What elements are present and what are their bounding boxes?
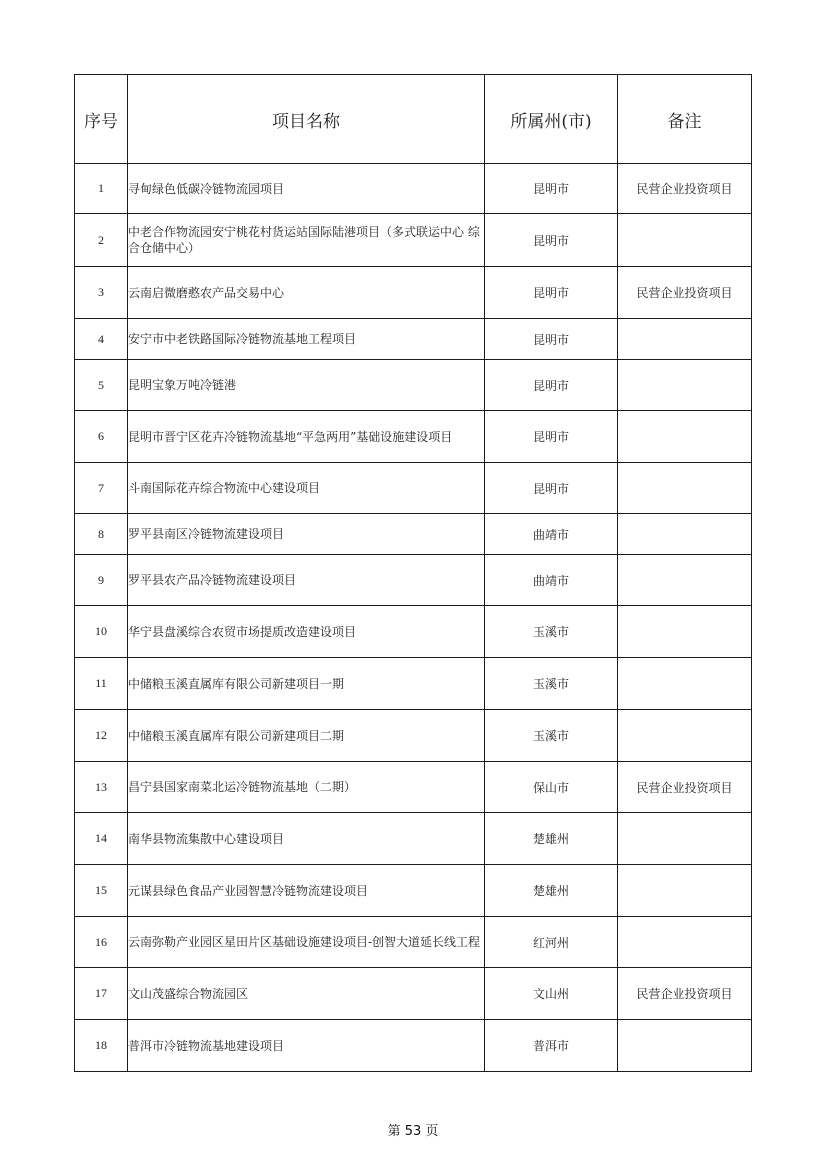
table-row <box>75 917 752 968</box>
project-name-cell: 元谋县绿色食品产业园智慧冷链物流建设项目 <box>128 865 485 917</box>
table-row <box>75 267 752 319</box>
row-number-cell: 2 <box>75 214 128 267</box>
note-cell <box>618 813 752 865</box>
row-number-cell: 15 <box>75 865 128 917</box>
note-cell <box>618 514 752 555</box>
project-name-cell: 昆明宝象万吨冷链港 <box>128 360 485 411</box>
project-table <box>74 74 752 1072</box>
table-row <box>75 555 752 606</box>
note-cell <box>618 411 752 463</box>
project-name-cell: 中老合作物流园安宁桃花村货运站国际陆港项目（多式联运中心 综合仓储中心） <box>128 214 485 267</box>
header-city: 所属州(市) <box>485 75 618 164</box>
table-row <box>75 411 752 463</box>
city-cell: 昆明市 <box>485 463 618 514</box>
row-number-cell: 4 <box>75 319 128 360</box>
city-cell: 楚雄州 <box>485 813 618 865</box>
row-number-cell: 3 <box>75 267 128 319</box>
city-cell: 红河州 <box>485 917 618 968</box>
note-cell <box>618 1020 752 1072</box>
row-number-cell: 14 <box>75 813 128 865</box>
row-number-cell: 6 <box>75 411 128 463</box>
project-name-cell: 寻甸绿色低碳冷链物流园项目 <box>128 164 485 214</box>
note-cell: 民营企业投资项目 <box>618 968 752 1020</box>
row-number-cell: 18 <box>75 1020 128 1072</box>
project-name-cell: 罗平县南区冷链物流建设项目 <box>128 514 485 555</box>
table-row <box>75 658 752 710</box>
row-number-cell: 16 <box>75 917 128 968</box>
project-name-cell: 南华县物流集散中心建设项目 <box>128 813 485 865</box>
city-cell: 昆明市 <box>485 214 618 267</box>
note-cell: 民营企业投资项目 <box>618 762 752 813</box>
header-note: 备注 <box>618 75 752 164</box>
city-cell: 普洱市 <box>485 1020 618 1072</box>
row-number-cell: 1 <box>75 164 128 214</box>
row-number-cell: 13 <box>75 762 128 813</box>
city-cell: 昆明市 <box>485 319 618 360</box>
table-row <box>75 813 752 865</box>
city-cell: 玉溪市 <box>485 710 618 762</box>
table-row <box>75 514 752 555</box>
note-cell: 民营企业投资项目 <box>618 267 752 319</box>
row-number-cell: 12 <box>75 710 128 762</box>
table-row <box>75 968 752 1020</box>
city-cell: 玉溪市 <box>485 606 618 658</box>
project-name-cell: 普洱市冷链物流基地建设项目 <box>128 1020 485 1072</box>
city-cell: 昆明市 <box>485 164 618 214</box>
table-body <box>75 164 752 1072</box>
table-row <box>75 762 752 813</box>
city-cell: 玉溪市 <box>485 658 618 710</box>
note-cell <box>618 606 752 658</box>
table-row <box>75 710 752 762</box>
row-number-cell: 11 <box>75 658 128 710</box>
city-cell: 文山州 <box>485 968 618 1020</box>
row-number-cell: 5 <box>75 360 128 411</box>
city-cell: 昆明市 <box>485 267 618 319</box>
row-number-cell: 9 <box>75 555 128 606</box>
project-name-cell: 云南弥勒产业园区星田片区基础设施建设项目-创智大道延长线工程 <box>128 917 485 968</box>
project-name-cell: 中储粮玉溪直属库有限公司新建项目一期 <box>128 658 485 710</box>
project-name-cell: 安宁市中老铁路国际冷链物流基地工程项目 <box>128 319 485 360</box>
project-name-cell: 文山茂盛综合物流园区 <box>128 968 485 1020</box>
note-cell <box>618 214 752 267</box>
project-name-cell: 昌宁县国家南菜北运冷链物流基地（二期） <box>128 762 485 813</box>
header-project-name: 项目名称 <box>128 75 485 164</box>
city-cell: 楚雄州 <box>485 865 618 917</box>
table-row <box>75 463 752 514</box>
project-name-cell: 斗南国际花卉综合物流中心建设项目 <box>128 463 485 514</box>
table-row <box>75 360 752 411</box>
city-cell: 曲靖市 <box>485 555 618 606</box>
note-cell: 民营企业投资项目 <box>618 164 752 214</box>
city-cell: 昆明市 <box>485 411 618 463</box>
header-no: 序号 <box>75 75 128 164</box>
table-row <box>75 1020 752 1072</box>
table-row <box>75 865 752 917</box>
table-row <box>75 164 752 214</box>
project-name-cell: 罗平县农产品冷链物流建设项目 <box>128 555 485 606</box>
page-number: 第 53 页 <box>387 1124 439 1139</box>
project-name-cell: 中储粮玉溪直属库有限公司新建项目二期 <box>128 710 485 762</box>
project-name-cell: 华宁县盘溪综合农贸市场提质改造建设项目 <box>128 606 485 658</box>
city-cell: 昆明市 <box>485 360 618 411</box>
table-row <box>75 214 752 267</box>
project-name-cell: 云南启微磨憨农产品交易中心 <box>128 267 485 319</box>
note-cell <box>618 463 752 514</box>
city-cell: 保山市 <box>485 762 618 813</box>
row-number-cell: 8 <box>75 514 128 555</box>
project-name-cell: 昆明市晋宁区花卉冷链物流基地“平急两用”基础设施建设项目 <box>128 411 485 463</box>
note-cell <box>618 555 752 606</box>
row-number-cell: 17 <box>75 968 128 1020</box>
table-header-row <box>75 75 752 164</box>
table-row <box>75 319 752 360</box>
note-cell <box>618 710 752 762</box>
note-cell <box>618 917 752 968</box>
note-cell <box>618 319 752 360</box>
table-row <box>75 606 752 658</box>
city-cell: 曲靖市 <box>485 514 618 555</box>
note-cell <box>618 658 752 710</box>
note-cell <box>618 360 752 411</box>
row-number-cell: 7 <box>75 463 128 514</box>
note-cell <box>618 865 752 917</box>
row-number-cell: 10 <box>75 606 128 658</box>
